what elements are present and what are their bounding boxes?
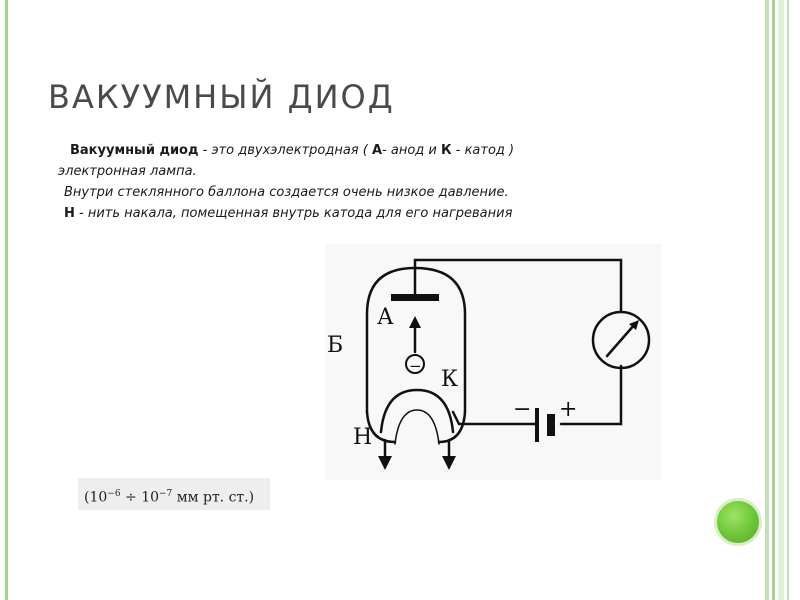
pressure-suffix: мм рт. ст.)	[172, 489, 255, 506]
cathode-arc	[381, 390, 453, 432]
electron-sign: −	[409, 357, 422, 375]
vacuum-diode-diagram	[325, 244, 662, 480]
battery-plus-label: +	[559, 397, 578, 422]
definition-text	[58, 140, 678, 224]
frame-right-line	[765, 0, 769, 600]
pressure-separator: ÷ 10	[120, 489, 160, 506]
heater-arrow-right	[442, 456, 456, 470]
anode-plate	[391, 294, 439, 301]
heater-arrow-left	[378, 456, 392, 470]
bulb-label: Б	[327, 333, 344, 358]
slide-title	[48, 78, 395, 116]
pressure-exp-2: −7	[159, 489, 173, 499]
pressure-formula	[78, 478, 270, 510]
definition-text-a: - это двухэлектродная (	[198, 143, 372, 158]
frame-right-line	[778, 0, 784, 600]
frame-left-line	[5, 0, 8, 600]
pressure-exp-1: −6	[107, 489, 121, 499]
anode-label: А	[377, 305, 394, 330]
diagram-svg	[325, 244, 662, 480]
term-vacuum-diode: Вакуумный диод	[70, 143, 199, 158]
cathode-inner-arc	[395, 410, 439, 444]
definition-line-1	[58, 140, 678, 161]
heater-letter: Н	[64, 206, 75, 221]
pressure-prefix: (10	[84, 489, 108, 506]
definition-text-c: - катод )	[451, 143, 515, 158]
slide-title-text: ВАКУУМНЫЙ ДИОД	[48, 78, 395, 116]
definition-line-2: электронная лампа.	[58, 164, 197, 179]
battery-long-plate	[535, 408, 539, 442]
heater-text: - нить накала, помещенная внутрь катода для его нагревания	[74, 206, 513, 221]
frame-right-line	[787, 0, 789, 600]
cathode-label: К	[441, 367, 459, 392]
anode-letter: А	[371, 143, 383, 158]
heater-label: Н	[353, 425, 373, 450]
frame-right-line	[772, 0, 775, 600]
battery-minus-label: −	[513, 397, 532, 422]
definition-text-b: - анод и	[382, 143, 441, 158]
meter-needle	[607, 324, 635, 356]
definition-line-3: Внутри стеклянного баллона создается очень низкое давление.	[64, 185, 509, 200]
anode-wire	[415, 260, 621, 312]
decorative-green-dot	[714, 498, 762, 546]
cathode-letter: К	[440, 143, 452, 158]
electron-arrow-head	[409, 316, 421, 328]
battery-short-plate	[547, 414, 555, 436]
definition-line-4	[58, 203, 678, 224]
